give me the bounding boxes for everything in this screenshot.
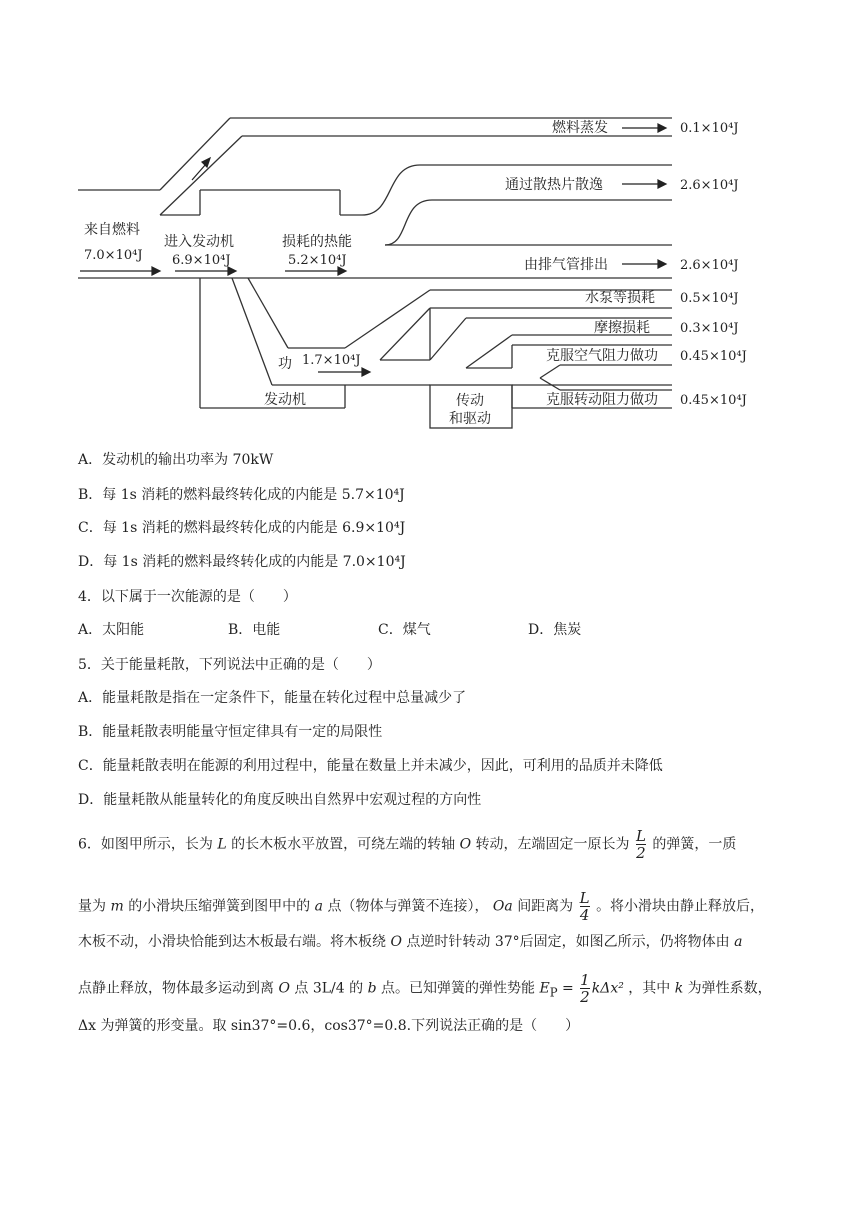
q6-line-4: 点静止释放，物体最多运动到离 O 点 3L/4 的 b 点。已知弹簧的弹性势能 $E_P$ = $\frac{1}{2}$ kΔx² ，其中 k 为弹性系数， (78, 971, 772, 1006)
q3-option-d: D．每 1s 消耗的燃料最终转化成的内能是 7.0×10⁴J (78, 554, 406, 570)
q6-line-3: 木板不动，小滑块恰能到达木板最右端。将木板绕 O 点逆时针转动 37°后固定，如图乙所示，仍将物体由 a (78, 934, 743, 950)
engine-in-value: 6.9×10⁴J (172, 253, 231, 268)
output-label-friction: 摩擦损耗 (594, 320, 650, 336)
ep-symbol: E (539, 980, 550, 997)
transmission-label-2: 和驱动 (449, 411, 491, 427)
input-value: 7.0×10⁴J (84, 248, 143, 263)
q5-option-b: B．能量耗散表明能量守恒定律具有一定的局限性 (78, 724, 383, 740)
output-label-air: 克服空气阻力做功 (546, 348, 658, 364)
output-value-radiator: 2.6×10⁴J (680, 178, 739, 193)
output-value-pump: 0.5×10⁴J (680, 291, 739, 306)
q5-option-a: A．能量耗散是指在一定条件下，能量在转化过程中总量减少了 (78, 690, 467, 706)
q3-option-a: A．发动机的输出功率为 70kW (78, 452, 274, 468)
output-label-radiator: 通过散热片散逸 (505, 177, 603, 193)
output-label-rotation: 克服转动阻力做功 (546, 392, 658, 408)
engine-box-label: 发动机 (264, 392, 306, 408)
heat-loss-label: 损耗的热能 (282, 234, 352, 250)
q5-option-c: C．能量耗散表明在能源的利用过程中，能量在数量上并未减少，因此，可利用的品质并未降低 (78, 758, 663, 774)
fraction-L-over-4: $\frac{L}{4}$ (579, 889, 590, 924)
q6-line-5: Δx 为弹簧的形变量。取 sin37°=0.6，cos37°=0.8.下列说法正确的是（ ） (78, 1018, 580, 1034)
output-label-exhaust: 由排气管排出 (524, 257, 608, 273)
output-value-exhaust: 2.6×10⁴J (680, 258, 739, 273)
output-label-pump: 水泵等损耗 (585, 290, 655, 306)
q4-option-b: B．电能 (228, 622, 281, 638)
output-label-evaporation: 燃料蒸发 (552, 120, 608, 136)
engine-in-label: 进入发动机 (164, 234, 234, 250)
q4-option-a: A．太阳能 (78, 622, 145, 638)
fraction-L-over-2: $\frac{L}{2}$ (635, 827, 646, 862)
output-value-rotation: 0.45×10⁴J (680, 393, 747, 408)
transmission-label-1: 传动 (456, 393, 484, 409)
q6-line-2: 量为 m 的小滑块压缩弹簧到图甲中的 a 点（物体与弹簧不连接）， Oa 间距离为 $\frac{L}{4}$ 。将小滑块由静止释放后， (78, 889, 765, 924)
work-value: 1.7×10⁴J (302, 353, 361, 368)
work-label: 功 (278, 356, 292, 372)
q4-option-d: D．焦炭 (528, 622, 582, 638)
q3-option-c: C．每 1s 消耗的燃料最终转化成的内能是 6.9×10⁴J (78, 520, 406, 536)
fraction-one-half: $\frac{1}{2}$ (580, 971, 590, 1006)
q3-option-b: B．每 1s 消耗的燃料最终转化成的内能是 5.7×10⁴J (78, 487, 405, 503)
q5-option-d: D．能量耗散从能量转化的角度反映出自然界中宏观过程的方向性 (78, 792, 482, 808)
output-value-friction: 0.3×10⁴J (680, 321, 739, 336)
q4-option-c: C．煤气 (378, 622, 431, 638)
input-label: 来自燃料 (84, 222, 140, 238)
q6-line-1: 6．如图甲所示，长为 L 的长木板水平放置，可绕左端的转轴 O 转动，左端固定一原长为 $\frac{L}{2}$ 的弹簧，一质 (78, 827, 737, 862)
heat-loss-value: 5.2×10⁴J (288, 253, 347, 268)
energy-flow-diagram (0, 0, 860, 440)
q5-stem: 5．关于能量耗散，下列说法中正确的是（ ） (78, 657, 381, 673)
output-value-evaporation: 0.1×10⁴J (680, 121, 739, 136)
q4-stem: 4．以下属于一次能源的是（ ） (78, 589, 297, 605)
output-value-air: 0.45×10⁴J (680, 349, 747, 364)
